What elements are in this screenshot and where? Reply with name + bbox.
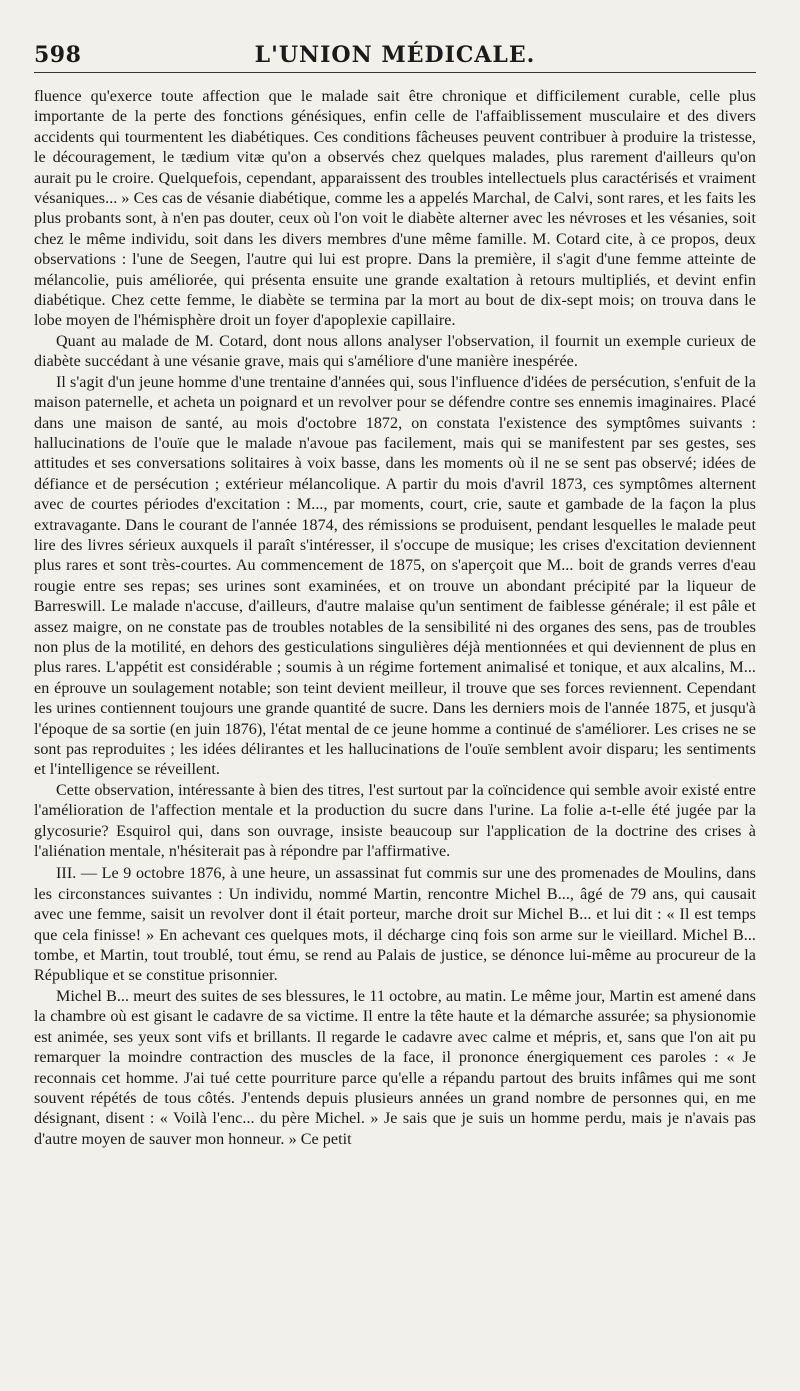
paragraph-continued: fluence qu'exerce toute affection que le malade sait être chronique et difficilement curable, celle plus importante de la perte des fonctions génésiques, enfin celle de l'affaiblissement musculaire et des divers accidents qui tourmentent les diabétiques. Ces conditions fâcheuses peuvent contribuer à produire la tristesse, le découragement, le tædium vitæ qu'on a observés chez quelques malades, plus rarement d'ailleurs qu'on aurait pu le croire. Quelquefois, cependant, apparaissent des troubles intellectuels plus caractérisés et vraiment vésaniques... » Ces cas de vésanie diabétique, comme les a appelés Marchal, de Calvi, sont rares, et les faits les plus probants sont, à n'en pas douter, ceux où l'on voit le diabète alterner avec les névroses et les vésanies, soit chez le même individu, soit dans les divers membres d'une même famille. M. Cotard cite, à ce propos, deux observations : l'une de Seegen, l'autre qui lui est propre. Dans la première, il s'agit d'une femme atteinte de mélancolie, puis améliorée, qui présenta ensuite une grande exaltation à retours multipliés, et devint enfin diabétique. Chez cette femme, le diabète se termina par la mort au bout de dix-sept mois; on trouva dans le lobe moyen de l'hémisphère droit un foyer d'apoplexie capillaire. <box>34 88 756 330</box>
paragraph: Quant au malade de M. Cotard, dont nous allons analyser l'observation, il fournit un exemple curieux de diabète succédant à une vésanie grave, mais qui s'améliore d'une manière inespérée. <box>34 332 756 371</box>
section-paragraph: III. — Le 9 octobre 1876, à une heure, un assassinat fut commis sur une des promenades de Moulins, dans les circonstances suivantes : Un individu, nommé Martin, rencontre Michel B..., âgé de 79 ans, qui causait avec une femme, saisit un revolver dont il était porteur, marche droit sur Michel B... et lui dit : « Il est temps que cela finisse! » En achevant ces quelques mots, il décharge cinq fois son arme sur le vieillard. Michel B... tombe, et Martin, tout troublé, tout ému, se rend au Palais de justice, se dénonce lui-même au procureur de la République et se constitue prisonnier. <box>34 865 756 985</box>
paragraph: Michel B... meurt des suites de ses blessures, le 11 octobre, au matin. Le même jour, Martin est amené dans la chambre où est gisant le cadavre de sa victime. Il entre la tête haute et la démarche assurée; sa physionomie est animée, ses yeux sont vifs et brillants. Il regarde le cadavre avec calme et mépris, et, sans que l'on ait pu remarquer la moindre contraction des muscles de la face, il prononce énergiquement ces paroles : « Je reconnais cet homme. J'ai tué cette pourriture parce qu'elle a répandu partout des bruits infâmes qui me sont souvent répétés de tous côtés. J'entends depuis plusieurs années un grand nombre de personnes qui, en me désignant, disent : « Voilà l'enc... du père Michel. » Je sais que je suis un homme perdu, mais je n'avais pas d'autre moyen de sauver mon honneur. » Ce petit <box>34 987 756 1148</box>
journal-title: L'UNION MÉDICALE. <box>254 42 536 68</box>
body-text <box>34 87 756 1150</box>
page-number: 598 <box>34 42 82 68</box>
paragraph: Il s'agit d'un jeune homme d'une trentaine d'années qui, sous l'influence d'idées de persécution, s'enfuit de la maison paternelle, et acheta un poignard et un revolver pour se défendre contre ses ennemis imaginaires. Placé dans une maison de santé, au mois d'octobre 1872, on constata l'existence des symptômes suivants : hallucinations de l'ouïe que le malade n'avoue pas facilement, mais qui se manifestent par ses gestes, ses attitudes et ses conversations solitaires à voix basse, dans les moments où il ne se sent pas observé; idées de défiance et de persécution ; extérieur mélancolique. A partir du mois d'avril 1873, ces symptômes alternent avec de courtes périodes d'excitation : M..., par moments, court, crie, saute et gambade de la façon la plus extravagante. Dans le courant de l'année 1874, des rémissions se produisent, pendant lesquelles le malade peut lire des livres sérieux auxquels il paraît s'intéresser, il s'occupe de musique; les crises d'excitation deviennent plus rares et sont très-courtes. Au commencement de 1875, on s'aperçoit que M... boit de grands verres d'eau rougie entre ses repas; ses urines sont examinées, et on trouve un abondant précipité par la liqueur de Barreswill. Le malade n'accuse, d'ailleurs, d'autre malaise qu'un sentiment de faiblesse générale; il est pâle et assez maigre, on ne constate pas de troubles notables de la sensibilité ni des organes des sens, pas de troubles non plus de la motilité, en dehors des gesticulations singulières déjà mentionnées et qui deviennent de plus en plus rares. L'appétit est considérable ; soumis à un régime fortement animalisé et tonique, et aux alcalins, M... en éprouve un soulagement notable; son teint devient meilleur, il trouve que ses forces reviennent. Cependant les urines contiennent toujours une grande quantité de sucre. Dans les derniers mois de l'année 1875, et jusqu'à l'époque de sa sortie (en juin 1876), l'état mental de ce jeune homme a continué de s'améliorer. Les crises ne se sont pas reproduites ; les idées délirantes et les hallucinations de l'ouïe semblent avoir disparu; les sentiments et l'intelligence se réveillent. <box>34 373 756 779</box>
paragraph: Cette observation, intéressante à bien des titres, l'est surtout par la coïncidence qui semble avoir existé entre l'amélioration de l'affection mentale et la production du sucre dans l'urine. La folie a-t-elle été jugée par la glycosurie? Esquirol qui, dans son ouvrage, insiste beaucoup sur l'application de la doctrine des crises à l'aliénation mentale, n'hésiterait pas à répondre par l'affirmative. <box>34 781 756 861</box>
running-header <box>34 38 756 73</box>
